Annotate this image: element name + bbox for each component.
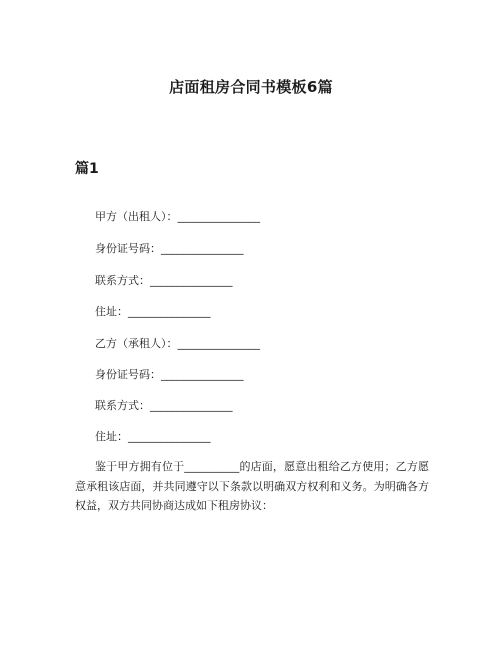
lessee-address-field: 住址：_______________ <box>95 430 211 443</box>
lessee-id-field: 身份证号码：_______________ <box>95 368 244 381</box>
lessor-address-field: 住址：_______________ <box>95 305 211 318</box>
lessor-name-field: 甲方（出租人）：_______________ <box>95 210 260 223</box>
lessee-name-field: 乙方（承租人）：_______________ <box>95 337 260 350</box>
lessor-contact-field: 联系方式：_______________ <box>95 274 233 287</box>
document-title: 店面租房合同书模板6篇 <box>169 78 333 96</box>
lessor-id-field: 身份证号码：_______________ <box>95 242 244 255</box>
intro-paragraph: 鉴于甲方拥有位于__________的店面，愿意出租给乙方使用；乙方愿意承租该店面，并共同遵守以下条款以明确双方权利和义务。为明确各方权益，双方共同协商达成如下租房协议： <box>75 460 429 512</box>
section-heading: 篇1 <box>75 161 99 177</box>
lessee-contact-field: 联系方式：_______________ <box>95 399 233 412</box>
